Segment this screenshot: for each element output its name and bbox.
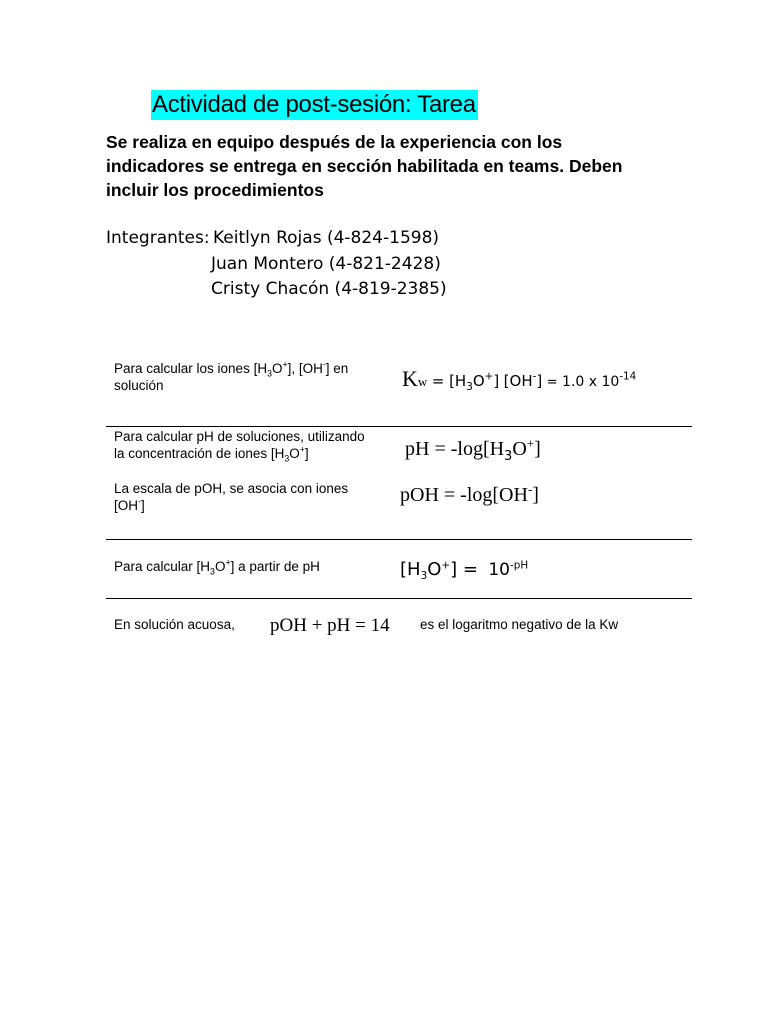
member-name: Cristy Chacón (4-819-2385) [211, 279, 447, 299]
member-name: Juan Montero (4-821-2428) [211, 254, 441, 274]
intro-line: incluir los procedimientos [106, 180, 324, 200]
row-poh-description: La escala de pOH, se asocia con iones [OH-] [114, 481, 349, 513]
formula-ph: pH = $-\log[H_3O^+]$ [405, 435, 541, 464]
row-aqueous-label: En solución acuosa, [114, 617, 235, 632]
row-ions-description: Para calcular los iones $[H_3O^+]$, [OH-] en solución [114, 359, 349, 393]
row-aqueous-note: es el logaritmo negativo de la Kw [420, 617, 619, 632]
divider [106, 426, 692, 427]
intro-line: Se realiza en equipo después de la experiencia con los [106, 132, 563, 152]
members-label: Integrantes: [106, 228, 210, 248]
formula-poh: pOH = -log[OH-] [400, 481, 539, 506]
row-ph-description: Para calcular pH de soluciones, utilizando la concentración de iones $[H_3O^+]$ [114, 429, 365, 464]
formula-sum: pOH + pH = 14 [270, 615, 390, 636]
row-h3o-description: Para calcular $[H_3O^+]$ a partir de pH [114, 557, 320, 577]
formula-kw: $Kw = [H_3O^+] [OH^-] = 1.0$ x $10^{-14}$ [402, 366, 637, 394]
divider [106, 539, 692, 540]
formula-h3o: $[H_3O^+] = 10^{-pH}$ [400, 559, 529, 583]
divider [106, 598, 692, 599]
intro-paragraph [106, 130, 666, 202]
page-title: Actividad de post-sesión: Tarea [152, 91, 476, 118]
member-name: Keitlyn Rojas (4-824-1598) [213, 228, 440, 248]
intro-line: indicadores se entrega en sección habilitada en teams. Deben [106, 156, 623, 176]
